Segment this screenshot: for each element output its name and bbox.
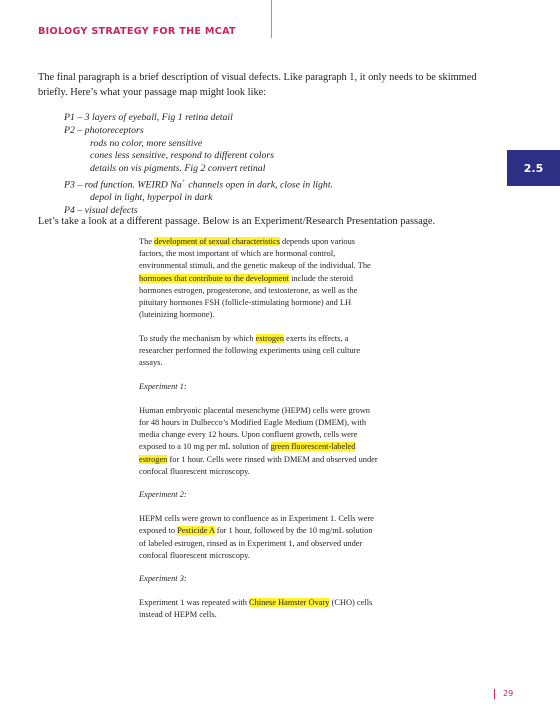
sample-passage bbox=[139, 236, 379, 633]
experiment-2-heading: Experiment 2: bbox=[139, 490, 187, 500]
section-tab bbox=[507, 150, 560, 186]
highlight: estrogen bbox=[255, 333, 285, 343]
lead-in-sentence: Let’s take a look at a different passage. Below is an Experiment/Research Presentation passage. bbox=[38, 216, 436, 227]
highlight: hormones that contribute to the development bbox=[139, 273, 290, 283]
passage-paragraph-1 bbox=[139, 236, 379, 321]
superscript-plus: + bbox=[181, 178, 186, 185]
text-run: depends upon various factors, the most important of which are hormonal control, environmental stimuli, and the genetic makeup of the individual. The bbox=[139, 237, 371, 271]
passage-map-p3-text-end: channels open in dark, close in light. bbox=[185, 179, 333, 191]
text-run: Human embryonic placental mesenchyme (HEPM) cells were grown for 48 hours in Dulbecco’s Modified Eagle Medium (DMEM), with media change every 12 hours. Upon confluent growth, cells were exposed to a 10 mg per mL solution of bbox=[139, 405, 370, 452]
passage-map-p4: P4 – visual defects bbox=[64, 204, 138, 216]
footer-divider bbox=[494, 689, 495, 699]
header-divider bbox=[271, 0, 272, 38]
section-tab-label: 2.5 bbox=[523, 161, 544, 175]
highlight: green fluorescent-labeled estrogen bbox=[139, 442, 356, 464]
text-run: HEPM cells were grown to confluence as in Experiment 1. Cells were exposed to bbox=[139, 514, 374, 536]
text-run: The bbox=[139, 237, 155, 246]
experiment-1-heading: Experiment 1: bbox=[139, 382, 187, 392]
passage-map-p2-detail: details on vis pigments. Fig 2 convert retinal bbox=[90, 163, 266, 175]
passage-map-p3-detail: depol in light, hyperpol in dark bbox=[90, 192, 213, 204]
passage-map-p3-text: P3 – rod function. WEIRD Na bbox=[64, 179, 182, 191]
passage-map-p1: P1 – 3 layers of eyeball, Fig 1 retina detail bbox=[64, 112, 233, 123]
text-run: for 1 hour. Cells were rinsed with DMEM and observed under confocal fluorescent microscopy. bbox=[139, 454, 378, 476]
running-header: BIOLOGY STRATEGY FOR THE MCAT bbox=[38, 26, 236, 37]
passage-map-p3 bbox=[64, 176, 484, 192]
intro-paragraph: The final paragraph is a brief description of visual defects. Like paragraph 1, it only needs to be skimmed briefly. Here’s what your passage map might look like: bbox=[38, 72, 477, 98]
page-number: 29 bbox=[503, 689, 514, 698]
text-run: include the steroid hormones estrogen, progesterone, and testosterone, as well as the pituitary hormones FSH (follicle-stimulating hormone) and LH (luteinizing hormone). bbox=[139, 273, 358, 320]
highlight: Chinese Hamster Ovary bbox=[249, 598, 330, 608]
passage-paragraph-2 bbox=[139, 333, 379, 370]
passage-map-p2-detail: cones less sensitive, respond to different colors bbox=[90, 150, 275, 162]
passage-map bbox=[64, 112, 484, 218]
text-run: Experiment 1 was repeated with bbox=[139, 598, 249, 608]
highlight: Pesticide A bbox=[177, 526, 215, 536]
experiment-2-text bbox=[139, 513, 379, 562]
text-run: for 1 hour, followed by the 10 mg/mL solution of labeled estrogen, rinsed as in Experiment 1, and observed under confocal fluorescent microscopy. bbox=[139, 526, 373, 560]
text-run: (CHO) cells instead of HEPM cells. bbox=[139, 598, 373, 620]
passage-map-p2-detail: rods no color, more sensitive bbox=[90, 137, 203, 149]
experiment-3-heading: Experiment 3: bbox=[139, 574, 187, 584]
text-run: To study the mechanism by which bbox=[139, 333, 256, 343]
highlight: development of sexual characteristics bbox=[154, 237, 280, 246]
passage-map-p2: P2 – photoreceptors bbox=[64, 124, 144, 136]
text-run: exerts its effects, a researcher performed the following experiments using cell culture assays. bbox=[139, 333, 361, 368]
experiment-3-text bbox=[139, 597, 379, 621]
experiment-1-text bbox=[139, 405, 379, 478]
